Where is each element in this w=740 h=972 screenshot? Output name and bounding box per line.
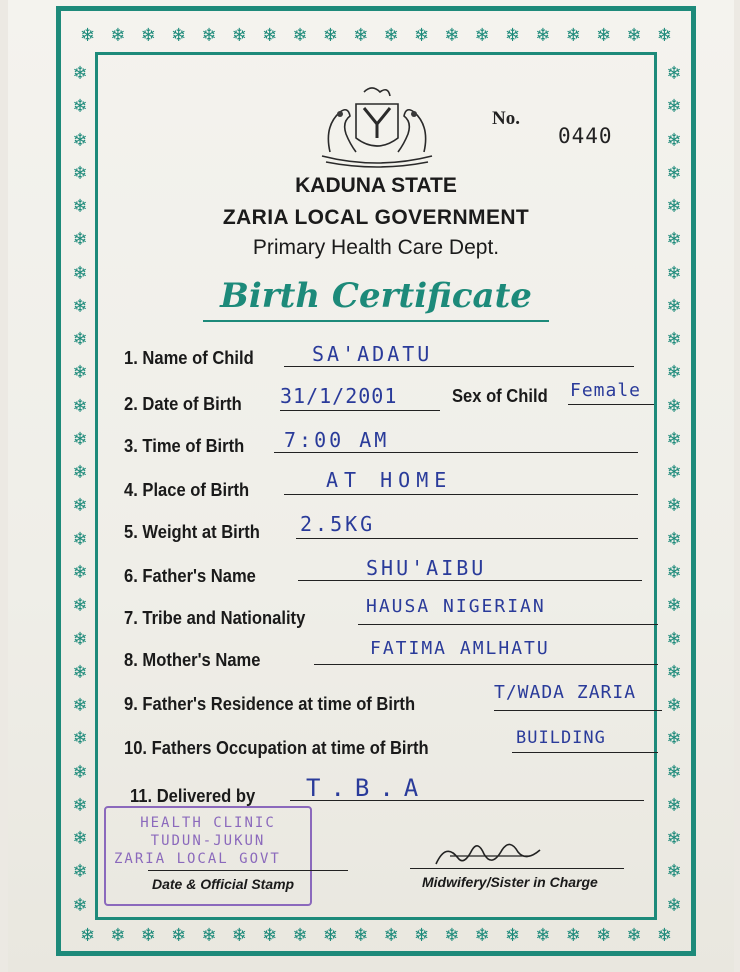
name-of-child-label: 1. Name of Child [124,348,254,368]
coat-of-arms-icon [312,82,442,168]
time-of-birth-label: 3. Time of Birth [124,436,245,456]
tribe-nationality-line [358,624,658,625]
midwife-signature-line [410,868,624,869]
mothers-name-label: 8. Mother's Name [124,650,261,670]
certificate-title: Birth Certificate [220,276,532,316]
mothers-name-value: FATIMA AMLHATU [370,638,550,659]
time-of-birth-line [274,452,638,453]
top-ornament-row: ❄ ❄ ❄ ❄ ❄ ❄ ❄ ❄ ❄ ❄ ❄ ❄ ❄ ❄ ❄ ❄ ❄ ❄ ❄ ❄ [80,25,672,45]
sex-of-child-label: Sex of Child [452,386,548,406]
fathers-occupation-label: 10. Fathers Occupation at time of Birth [124,738,429,758]
fathers-residence-line [494,710,662,711]
department-heading: Primary Health Care Dept. [252,236,500,259]
fathers-residence-value: T/WADA ZARIA [494,682,637,703]
place-of-birth-value: AT HOME [326,468,453,492]
certificate-number: 0440 [558,124,613,148]
name-of-child-line [284,366,634,367]
fathers-residence-label: 9. Father's Residence at time of Birth [124,694,416,714]
fathers-name-label: 6. Father's Name [124,566,256,586]
sex-of-child-line [568,404,654,405]
date-of-birth-value: 31/1/2001 [280,384,398,408]
stamp-line-1: HEALTH CLINIC [140,815,276,831]
place-of-birth-label: 4. Place of Birth [124,480,250,500]
left-ornament-column: ❄ ❄ ❄ ❄ ❄ ❄ ❄ ❄ ❄ ❄ ❄ ❄ ❄ ❄ ❄ ❄ ❄ ❄ ❄ ❄ ❄ ❄ ❄ ❄ ❄ ❄ [72,63,88,915]
fathers-name-value: SHU'AIBU [366,556,487,580]
fathers-occupation-value: BUILDING [516,728,606,748]
weight-at-birth-line [296,538,638,539]
place-of-birth-line [284,494,638,495]
delivered-by-value: T.B.A [306,774,429,802]
midwife-caption: Midwifery/Sister in Charge [422,874,598,890]
time-of-birth-value: 7:00 AM [284,428,390,452]
tribe-nationality-value: HAUSA NIGERIAN [366,596,546,617]
weight-at-birth-value: 2.5KG [300,512,376,536]
midwife-signature [430,838,560,870]
date-of-birth-label: 2. Date of Birth [124,394,242,414]
stamp-line-2: TUDUN-JUKUN [150,833,266,849]
stamp-signature-line [148,870,348,871]
right-ornament-column: ❄ ❄ ❄ ❄ ❄ ❄ ❄ ❄ ❄ ❄ ❄ ❄ ❄ ❄ ❄ ❄ ❄ ❄ ❄ ❄ ❄ ❄ ❄ ❄ ❄ ❄ [666,63,682,915]
local-government-heading: ZARIA LOCAL GOVERNMENT [222,206,530,229]
state-heading: KADUNA STATE [295,174,457,197]
title-underline [203,320,549,322]
weight-at-birth-label: 5. Weight at Birth [124,522,260,542]
tribe-nationality-label: 7. Tribe and Nationality [124,608,306,628]
certificate-number-label: No. [492,108,520,129]
name-of-child-value: SA'ADATU [312,342,433,366]
delivered-by-label: 11. Delivered by [130,786,256,806]
mothers-name-line [314,664,658,665]
sex-of-child-value: Female [570,380,642,401]
stamp-caption: Date & Official Stamp [152,876,295,892]
fathers-name-line [298,580,642,581]
stamp-line-3: ZARIA LOCAL GOVT [114,851,281,867]
bottom-ornament-row: ❄ ❄ ❄ ❄ ❄ ❄ ❄ ❄ ❄ ❄ ❄ ❄ ❄ ❄ ❄ ❄ ❄ ❄ ❄ ❄ [80,925,672,945]
fathers-occupation-line [512,752,658,753]
date-of-birth-line [280,410,440,411]
